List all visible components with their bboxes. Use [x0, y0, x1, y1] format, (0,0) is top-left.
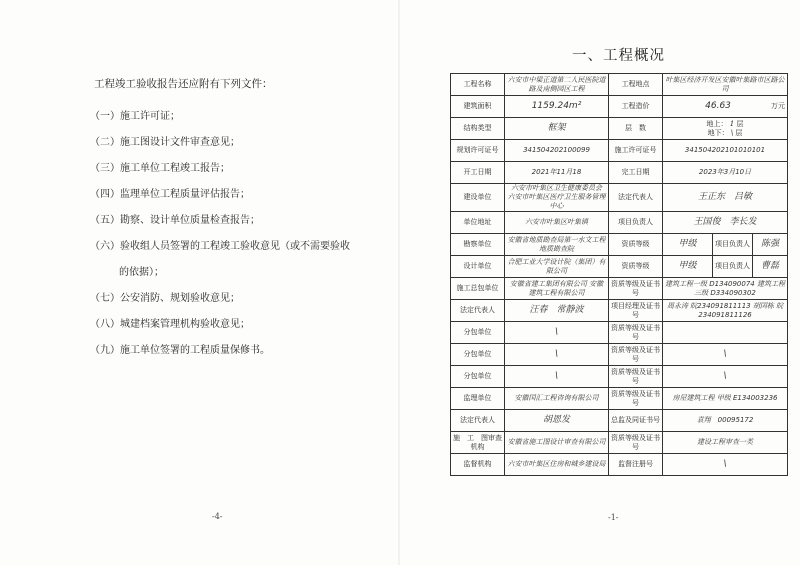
- table-label: 建设单位: [451, 184, 505, 212]
- table-label: 分包单位: [451, 322, 505, 344]
- table-value: 341504202100099: [505, 140, 609, 162]
- list-item: （一）施工许可证；: [90, 111, 180, 122]
- table-label: 资质等级: [609, 256, 663, 278]
- page-title: 一、工程概况: [572, 48, 665, 64]
- table-label: 项目负责人: [713, 256, 753, 278]
- table-value: 安徽省施工图设计审查有限公司: [505, 432, 609, 454]
- right-page-number: -1-: [608, 513, 619, 522]
- table-value: [663, 322, 788, 344]
- list-item: （八）城建档案管理机构验收意见；: [90, 319, 250, 330]
- cost-unit: 万元: [771, 102, 786, 110]
- table-value: 六安市叶集区住房和城乡建设局: [505, 454, 609, 476]
- table-value: 六安市中梁正道第二人民医院道路及南侧园区工程: [505, 74, 609, 96]
- table-label: 施工总包单位: [451, 278, 505, 300]
- table-label: 分包单位: [451, 366, 505, 388]
- table-value: \: [663, 454, 788, 476]
- table-value: 房屋建筑工程 甲级 E134003236: [663, 388, 788, 410]
- table-value: \: [663, 344, 788, 366]
- table-value: 叶集区经济开发区安徽叶集路市区路公司: [663, 74, 788, 96]
- table-value: 曹磊: [753, 256, 788, 278]
- table-value: 安徽国汇工程咨询有限公司: [505, 388, 609, 410]
- table-label: 建筑面积: [451, 96, 505, 118]
- table-row: [451, 388, 788, 410]
- table-row: [451, 278, 788, 300]
- table-value: 2021年11月18: [505, 162, 609, 184]
- table-label: 设计单位: [451, 256, 505, 278]
- table-label: 规划许可证号: [451, 140, 505, 162]
- table-label: 工程地点: [609, 74, 663, 96]
- project-overview-table: [450, 73, 788, 476]
- table-row: [451, 256, 788, 278]
- table-label: 法定代表人: [609, 184, 663, 212]
- list-item: （三）施工单位工程竣工报告；: [90, 163, 230, 174]
- table-label: 资质等级及证书号: [609, 278, 663, 300]
- table-row: [451, 454, 788, 476]
- table-value: \: [505, 344, 609, 366]
- table-label: 监督注册号: [609, 454, 663, 476]
- table-value: 341504202101010101: [663, 140, 788, 162]
- table-value: \: [505, 322, 609, 344]
- table-value: \: [663, 366, 788, 388]
- list-item: （九）施工单位签署的工程质量保修书。: [90, 345, 270, 356]
- table-value: 六安市叶集区卫生健康委员会 六安市叶集区医疗卫生服务管理中心: [505, 184, 609, 212]
- table-row: [451, 366, 788, 388]
- table-value: 六安市叶集区叶集镇: [505, 212, 609, 234]
- table-label: 单位地址: [451, 212, 505, 234]
- attachment-intro: 工程竣工验收报告还应附有下列文件：: [94, 78, 273, 90]
- table-row: [451, 118, 788, 140]
- attachment-list: [90, 104, 390, 364]
- table-label: 工程名称: [451, 74, 505, 96]
- table-value: 王正东 吕敏: [663, 184, 788, 212]
- table-label: 监督机构: [451, 454, 505, 476]
- list-item: 的依据）；: [119, 267, 164, 278]
- list-item: （二）施工图设计文件审查意见；: [90, 137, 240, 148]
- table-label: 结构类型: [451, 118, 505, 140]
- table-value: 袁翔 00095172: [663, 410, 788, 432]
- list-item: （七）公安消防、规划验收意见；: [90, 293, 240, 304]
- table-value: [663, 96, 788, 118]
- table-label: 施 工 图审查机构: [451, 432, 505, 454]
- table-label: 施工许可证号: [609, 140, 663, 162]
- table-value: 甲级: [663, 256, 713, 278]
- table-label: 工程造价: [609, 96, 663, 118]
- table-row: [451, 234, 788, 256]
- floors-above: 地上： 1 层: [706, 119, 744, 128]
- floors-cell: [663, 118, 788, 140]
- table-value: 周永涛 皖234091811113 胡国栋 皖234091811126: [663, 300, 788, 322]
- table-label: 总监及同证书号: [609, 410, 663, 432]
- left-page-number: -4-: [212, 512, 223, 521]
- table-label: 项目负责人: [609, 212, 663, 234]
- table-label: 监理单位: [451, 388, 505, 410]
- table-value: 建筑工程一级 D134090074 建筑工程三级 D334090302: [663, 278, 788, 300]
- table-label: 资质等级及证书号: [609, 388, 663, 410]
- table-value: 安徽省建工集团有限公司 安徽建筑工程有限公司: [505, 278, 609, 300]
- table-label: 资质等级及证书号: [609, 432, 663, 454]
- table-row: [451, 162, 788, 184]
- table-label: 资质等级及证书号: [609, 366, 663, 388]
- table-label: 资质等级及证书号: [609, 344, 663, 366]
- table-value: \: [505, 366, 609, 388]
- table-value: 建设工程审查一类: [663, 432, 788, 454]
- table-row: [451, 140, 788, 162]
- table-value: 甲级: [663, 234, 713, 256]
- table-value: 安徽省地质勘查局第一水文工程地质勘查院: [505, 234, 609, 256]
- table-row: [451, 184, 788, 212]
- table-value: 合肥工业大学设计院（集团）有限公司: [505, 256, 609, 278]
- table-row: [451, 322, 788, 344]
- table-row: [451, 96, 788, 118]
- table-label: 法定代表人: [451, 300, 505, 322]
- table-row: [451, 212, 788, 234]
- floors-below: 地下： \ 层: [707, 128, 743, 137]
- table-label: 项目经理及证书号: [609, 300, 663, 322]
- table-value: 2023年3月10日: [663, 162, 788, 184]
- table-row: [451, 410, 788, 432]
- table-label: 勘察单位: [451, 234, 505, 256]
- table-value: 汪春 常静波: [505, 300, 609, 322]
- list-item: （五）勘察、设计单位质量检查报告；: [90, 215, 260, 226]
- list-item: （六）验收组人员签署的工程竣工验收意见（或不需要验收: [90, 241, 350, 252]
- table-label: 完工日期: [609, 162, 663, 184]
- table-value: 框架: [505, 118, 609, 140]
- table-label: 分包单位: [451, 344, 505, 366]
- table-row: [451, 344, 788, 366]
- table-value: 王国俊 李长发: [663, 212, 788, 234]
- table-value: 陈强: [753, 234, 788, 256]
- table-value: 1159.24m²: [505, 96, 609, 118]
- list-item: （四）监理单位工程质量评估报告；: [90, 189, 250, 200]
- table-label: 项目负责人: [713, 234, 753, 256]
- table-label: 层 数: [609, 118, 663, 140]
- table-label: 资质等级: [609, 234, 663, 256]
- table-label: 开工日期: [451, 162, 505, 184]
- table-row: [451, 300, 788, 322]
- table-row: [451, 74, 788, 96]
- table-label: 资质等级及证书号: [609, 322, 663, 344]
- table-value: 胡恩发: [505, 410, 609, 432]
- table-label: 法定代表人: [451, 410, 505, 432]
- cost-value: 46.63: [705, 101, 731, 111]
- table-row: [451, 432, 788, 454]
